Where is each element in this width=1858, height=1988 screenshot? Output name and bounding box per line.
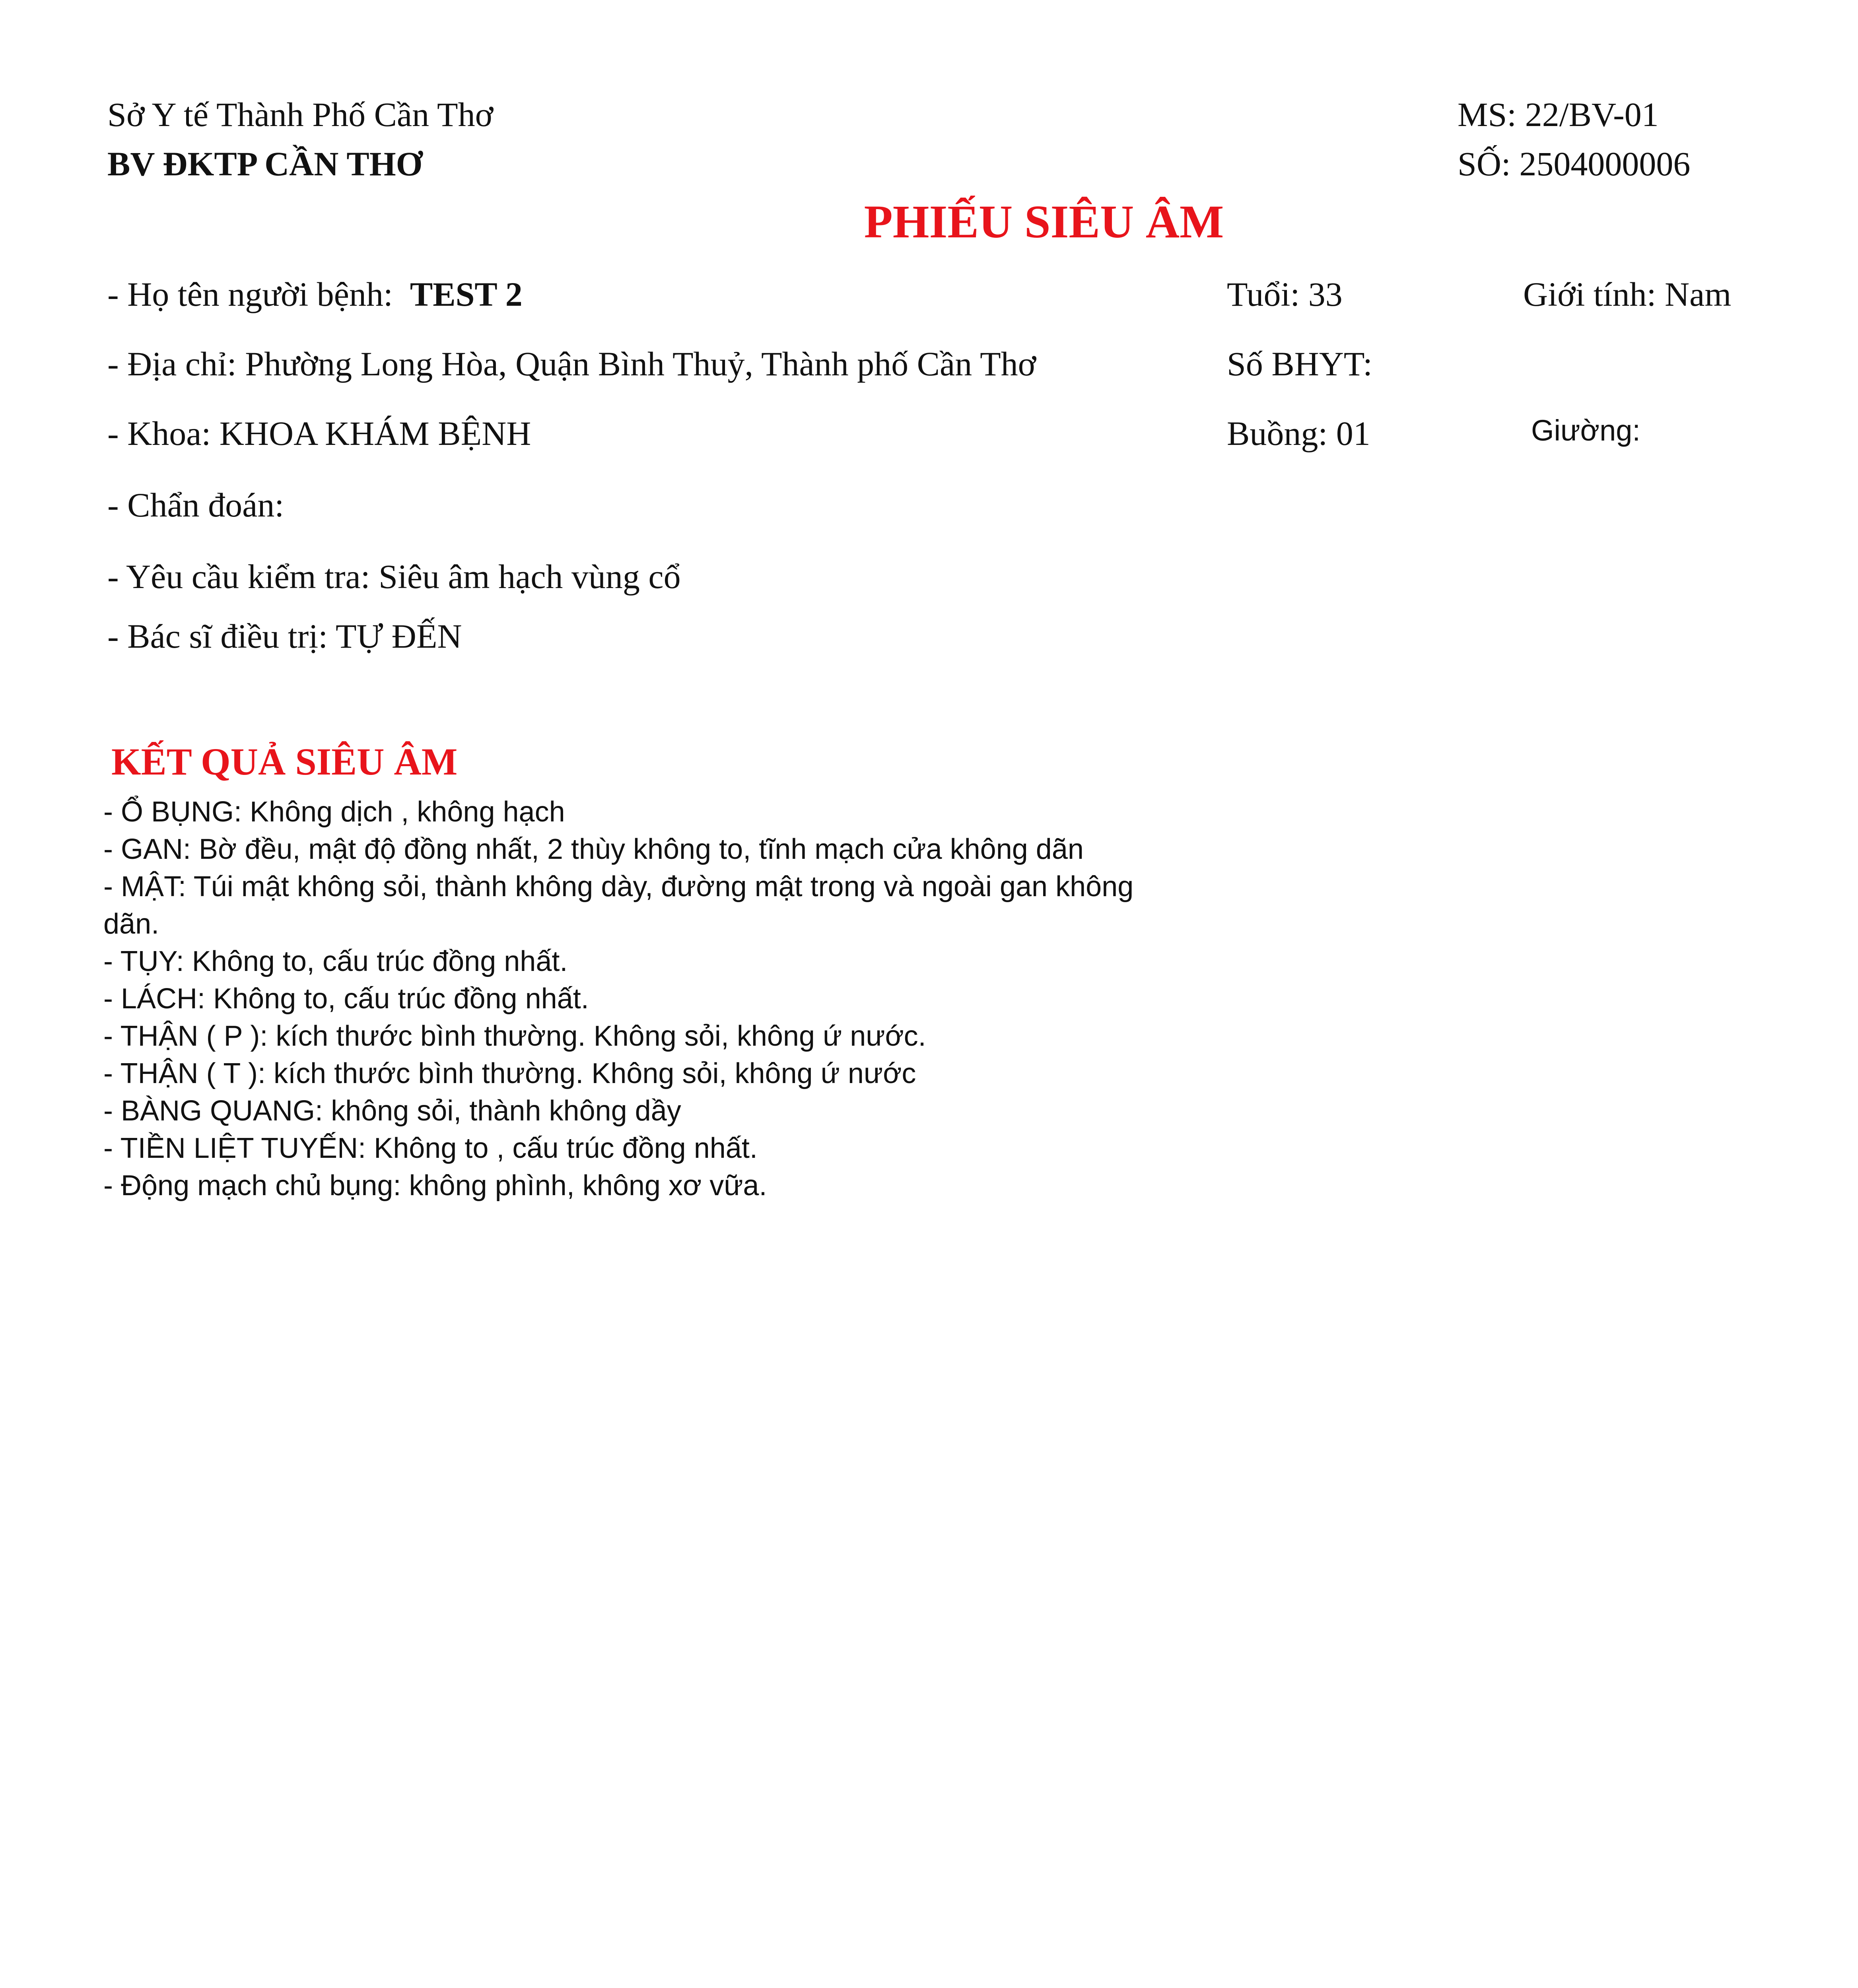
patient-address: - Địa chỉ: Phường Long Hòa, Quận Bình Thuỷ, Thành phố Cần Thơ (107, 345, 1036, 383)
result-item-right-kidney: - THẬN ( P ): kích thước bình thường. Không sỏi, không ứ nước. (103, 1020, 926, 1052)
diagnosis: - Chẩn đoán: (107, 486, 284, 524)
result-item-left-kidney: - THẬN ( T ): kích thước bình thường. Không sỏi, không ứ nước (103, 1058, 916, 1089)
result-item-gallbladder: - MẬT: Túi mật không sỏi, thành không dày, đường mật trong và ngoài gan không dãn. (103, 871, 1134, 940)
patient-gender: Giới tính: Nam (1523, 275, 1732, 313)
results-list (103, 793, 1177, 1204)
bed: Giường: (1531, 414, 1640, 447)
results-title: KẾT QUẢ SIÊU ÂM (111, 740, 458, 783)
treating-doctor: - Bác sĩ điều trị: TỰ ĐẾN (107, 617, 462, 655)
result-item-abdomen: - Ổ BỤNG: Không dịch , không hạch (103, 796, 565, 828)
result-item-bladder: - BÀNG QUANG: không sỏi, thành không dầy (103, 1095, 681, 1127)
exam-request: - Yêu cầu kiểm tra: Siêu âm hạch vùng cổ (107, 557, 681, 596)
department-of-health-name: Sở Y tế Thành Phố Cần Thơ (107, 95, 494, 134)
department: - Khoa: KHOA KHÁM BỆNH (107, 414, 531, 452)
patient-name: TEST 2 (410, 275, 523, 313)
patient-age: Tuổi: 33 (1227, 275, 1343, 313)
document-title: PHIẾU SIÊU ÂM (864, 196, 1224, 248)
result-item-aorta: - Động mạch chủ bụng: không phình, không xơ vữa. (103, 1170, 767, 1202)
patient-name-label: - Họ tên người bệnh: (107, 275, 393, 313)
result-item-liver: - GAN: Bờ đều, mật độ đồng nhất, 2 thùy không to, tĩnh mạch cửa không dãn (103, 833, 1084, 865)
result-item-spleen: - LÁCH: Không to, cấu trúc đồng nhất. (103, 983, 589, 1015)
hospital-name: BV ĐKTP CẦN THƠ (107, 145, 423, 183)
result-item-prostate: - TIỀN LIỆT TUYẾN: Không to , cấu trúc đồng nhất. (103, 1132, 758, 1164)
document-number: SỐ: 2504000006 (1458, 145, 1691, 183)
result-item-pancreas: - TỤY: Không to, cấu trúc đồng nhất. (103, 945, 568, 977)
form-code: MS: 22/BV-01 (1458, 95, 1659, 134)
insurance-number: Số BHYT: (1227, 345, 1373, 383)
patient-name-row (107, 274, 523, 314)
room: Buồng: 01 (1227, 414, 1370, 452)
